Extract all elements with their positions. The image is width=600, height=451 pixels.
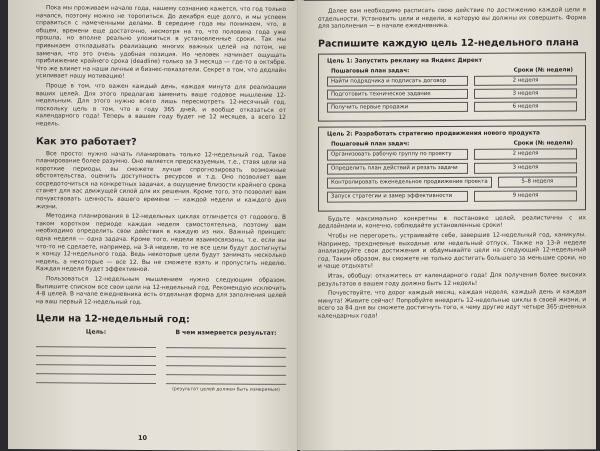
plan-header-terms: Сроки (№ недели): [513, 140, 573, 147]
plan-row: [327, 75, 577, 86]
closing-paragraph-3: Итак, обобщу: откажитесь от календарного года! Для получения более высоких результатов в вашем году должно быть 12 недель!: [318, 272, 586, 288]
goal-column: [36, 329, 156, 393]
goal-label: Цель:: [85, 328, 107, 337]
plan-task-cell[interactable]: Найти подрядчика и подписать договор: [327, 76, 468, 87]
right-intro-paragraph: Далее вам необходимо расписать свою действие по достижению каждой цели в отдельности. Установить цели и недели, в которую вы должны их совершить. Форма для заполнения — в начале ежедневника.: [318, 7, 586, 30]
plan-task-cell[interactable]: Подготовить техническое задание: [327, 89, 468, 100]
plan-goal-2-title: Цель 2: Разработать стратегию продвижения нового продукта: [327, 130, 540, 138]
closing-paragraph-2: Чтобы не перегореть, устраивайте себе, завершив 12-недельный год, каникулы. Например, трехдневные выходные или недельный отпуск. Также на 13-й неделе анализируйте свои достижения и обдумывайте цели на следующий 12-недельный год. Таким образом, вы сможете не только достигать большего за меньшие сроки, но и чаще отдыхать!: [318, 232, 586, 271]
plan-goal-1-title: Цель 1: Запустить рекламу на Яндекс Директ: [327, 57, 483, 65]
intro-paragraph-2: Проще в том, что важен каждый день, каждая минута для реализации ваших целей. Для этого предлагаю заменить ваше годовое мышление 12-недельным. Для этого нужно всего лишь пересмотреть 12-месячный год, поскольку цель в том, что в году 365 дней, и вообще отказаться от календарного года! Теперь в вашем году будет не 12 месяцев, а всего 12 недель.: [36, 83, 286, 128]
plan-term-cell[interactable]: 2 неделя: [474, 75, 577, 86]
measure-line[interactable]: [166, 375, 286, 385]
plan-term-cell[interactable]: 2 неделя: [474, 148, 577, 160]
goal-line[interactable]: [36, 375, 156, 385]
left-column: [36, 5, 286, 393]
measure-column: [166, 329, 286, 393]
plan-header-terms: Сроки (№ недели): [513, 67, 573, 74]
intro-paragraph-1: Пока мы проживаем начало года, нашему сознанию кажется, что год только начался, поэтому можно не торопиться. До декабря еще долго, и мы успеем справиться с намеченными делами. В середине года мы понимаем, что, в общем, времени еще достаточно, несмотря на то, что половина года уже прошла, но вполне реально уложиться в установленные сроки. Так мы привыкаем откладывать реализацию многих важных целей на потом, не замечая, что это очень удобная позиция. Но человек начинает ощущать приближение крайнего срока (deadline) только за 3 месяца — где-то в октябре. Что же влияет на наши личные и бизнес-показатели. Секрет в том, что дедлайн усиливает нашу мотивацию!: [36, 5, 286, 81]
plan-row: [327, 176, 577, 188]
plan-row: [327, 148, 577, 160]
how-paragraph-2: Методика планирования в 12-недельных циклах отличается от годового. В таком коротком периоде каждая неделя самостоятельна, поэтому вам необходимо определить свои действия в каждую из них. Важный принцип: одна неделя — одна задача. Кроме того, недели взаимосвязаны, т.е. если вы что-то не сделаете, например, на 3-й неделе, то не все цели будут достигнуты к концу 12-недельного года. Ведь некоторые цели будут занимать несколько недель, а некоторые — все 12. Вы не сможете взять и пропустить неделю. Каждая неделя будет эффективной.: [36, 213, 286, 274]
plan-row: [327, 190, 577, 202]
closing-paragraph-4: Почувствуйте, что дорог каждый месяц, каждая неделя, каждый день и каждая минута! Живите сейчас! Попробуйте внедрить 12-недельные циклы в своей жизни, и всего за 84 дня вы сможете достигнуть того, к чему другие идут четыре 365-дневных календарных года!: [318, 289, 586, 320]
plan-header-tasks: Пошаговый план задач:: [331, 67, 410, 75]
right-column: [318, 7, 586, 323]
plan-header: [327, 67, 577, 74]
how-paragraph-1: Все просто: нужно начать планировать только 12-недельный год. Такое планирование более разумно. Оно является предсказуемым, т.е., ставя цели на короткие периоды, вы сможете лучше спрогнозировать возможные обстоятельства, оценить доступность ресурсов и т.д. Оно позволяет вам сосредоточиться на конкретных задачах, а ощущение близости крайнего срока станет для вас движущей силой для их решения. Кроме того, это позволит вам почувствовать ценность вашего времени — каждой недели и каждого дня жизни.: [36, 150, 286, 210]
left-page: [8, 0, 297, 451]
measure-note: (результат целей должен быть измеримым): [172, 387, 280, 394]
right-page: [300, 0, 596, 451]
plan-header-tasks: Пошаговый план задач:: [331, 140, 410, 148]
closing-paragraph-1: Будьте максимально конкретны в постановке целей, реалистичны с их дедлайнами и, конечно, соблюдайте установленные сроки!: [318, 215, 586, 231]
plan-header: [327, 140, 577, 147]
plan-row: [327, 88, 577, 99]
plan-term-cell[interactable]: 5–8 неделя: [498, 176, 577, 187]
plan-task-cell[interactable]: Контролировать еженедельное продвижение проекта: [327, 177, 492, 189]
plan-row: [327, 162, 577, 174]
plan-term-cell[interactable]: 3 неделя: [474, 88, 577, 99]
how-paragraph-3: Пользоваться 12-недельным мышлением нужно следующим образом. Выпишите списком все свои цели на 12-недельный год. Рекомендую исключить 4-8 целей. В начале ежедневника есть отдельная форма для заполнения целей на ваш первый 12-недельный год.: [36, 276, 286, 306]
goals-form: [36, 329, 286, 394]
plan-task-cell[interactable]: Запуск стратегии и замер эффективности: [327, 191, 468, 203]
measure-label: В чем измеряется результат:: [175, 329, 277, 338]
plan-term-cell[interactable]: 3 неделя: [474, 162, 577, 174]
plan-box-goal-2: [318, 125, 586, 211]
plan-task-cell[interactable]: Организовать рабочую группу по проекту: [327, 149, 468, 161]
goals-form-title: Цели на 12-недельный год:: [36, 313, 190, 326]
section-title-how: Как это работает?: [36, 135, 137, 148]
plan-task-cell[interactable]: Определить план действий и резать задачи: [327, 163, 468, 175]
plan-title: Распишите каждую цель 12-недельного плана: [318, 37, 579, 50]
page-number: 10: [138, 433, 148, 442]
plan-task-cell[interactable]: Получить первые продажи: [327, 102, 468, 113]
plan-term-cell[interactable]: 6 неделя: [474, 101, 577, 112]
plan-term-cell[interactable]: 9 неделя: [474, 190, 577, 202]
plan-row: [327, 101, 577, 112]
plan-box-goal-1: [318, 52, 586, 121]
